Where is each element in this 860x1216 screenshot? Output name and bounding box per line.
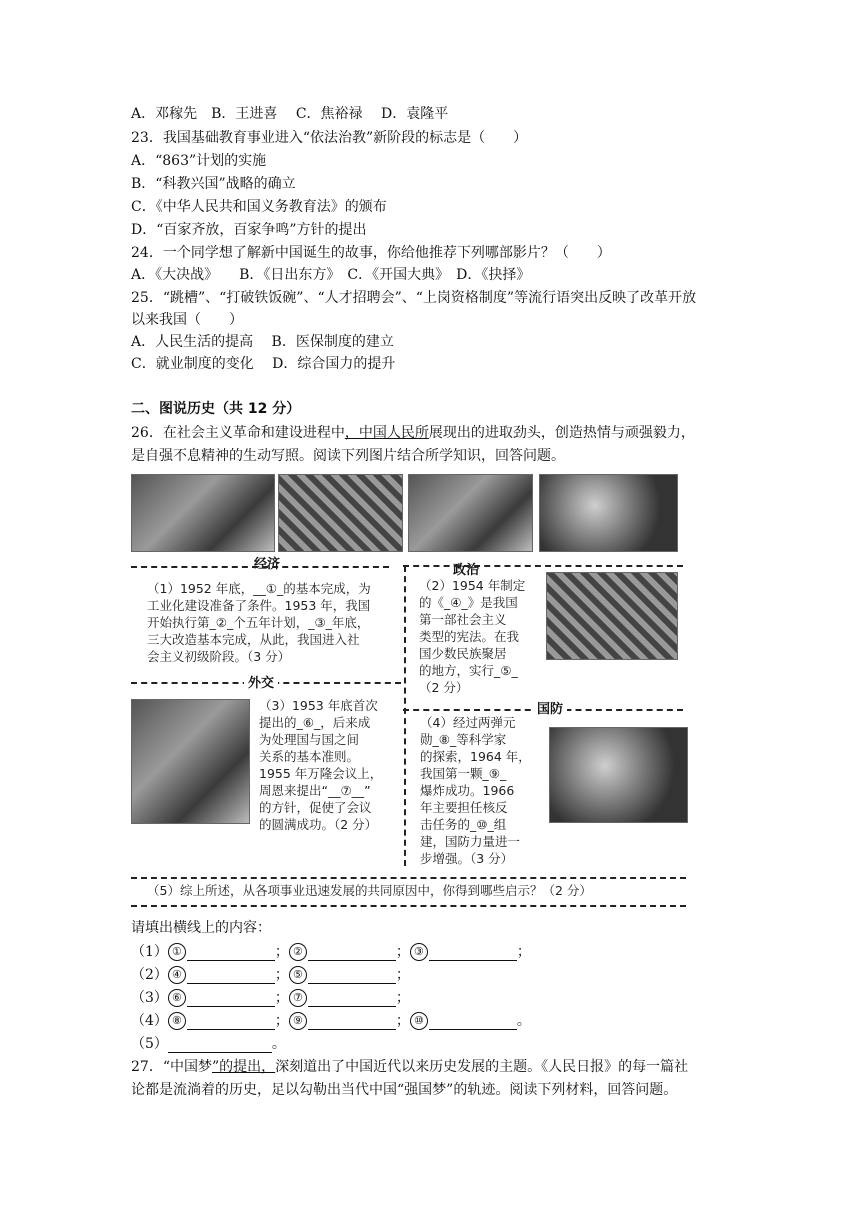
circled-number: ① — [168, 943, 186, 961]
circled-number: ⑨ — [289, 1012, 307, 1030]
diplomacy-line: 关系的基本准则。 — [259, 749, 360, 764]
defense-line: 击任务的_⑩_组 — [420, 817, 507, 832]
politics-line: 第一部社会主义 — [419, 612, 507, 627]
fill-row-3 — [131, 989, 410, 1007]
vertical-divider — [404, 566, 406, 866]
row-label: （2） — [131, 967, 168, 983]
circled-number: ③ — [410, 943, 428, 961]
row-label: （1） — [131, 944, 168, 960]
photo-scientist-portrait — [549, 727, 688, 823]
circled-number: ⑤ — [289, 966, 307, 984]
q27-stem-pre: 27．“中国梦 — [131, 1059, 212, 1075]
q26-stem-underlined: ，中国人民所 — [344, 425, 429, 441]
diplomacy-line: 周恩来提出“__⑦__” — [259, 783, 371, 798]
photo-zhou-enlai-speech — [131, 699, 250, 824]
photo-crowd — [278, 474, 403, 552]
circled-number: ⑧ — [168, 1012, 186, 1030]
politics-line: 类型的宪法。在我 — [419, 629, 520, 644]
photo-worker — [408, 474, 533, 552]
row-label: （3） — [131, 990, 168, 1006]
answer-blank-5[interactable] — [308, 969, 396, 984]
divider-summary-top — [131, 877, 686, 879]
answer-blank-4[interactable] — [187, 969, 275, 984]
divider-summary-bottom — [131, 905, 686, 907]
circled-number: ⑦ — [289, 989, 307, 1007]
defense-line: 我国第一颗_⑨_ — [420, 766, 507, 781]
q25-options-line1: A．人民生活的提高 B．医保制度的建立 — [131, 334, 394, 350]
answer-blank-1[interactable] — [187, 946, 275, 961]
answer-blank-7[interactable] — [308, 992, 396, 1007]
circled-number: ⑥ — [168, 989, 186, 1007]
fill-row-4 — [131, 1012, 531, 1030]
answer-blank-11[interactable] — [168, 1038, 272, 1053]
defense-heading: 国防 — [533, 698, 567, 717]
circled-number: ⑩ — [410, 1012, 428, 1030]
politics-line: （2 分） — [419, 680, 469, 695]
row-label: （4） — [131, 1013, 168, 1029]
answer-blank-10[interactable] — [429, 1015, 517, 1030]
separator: ； — [274, 944, 289, 960]
photo-congress-hall — [546, 572, 678, 660]
defense-line: 建，国防力量进一 — [420, 834, 521, 849]
fill-intro: 请填出横线上的内容： — [131, 920, 271, 936]
summary-question: （5）综上所述，从各项事业迅速发展的共同原因中，你得到哪些启示？（2 分） — [147, 883, 592, 898]
answer-blank-6[interactable] — [187, 992, 275, 1007]
q24-stem: 24．一个同学想了解新中国诞生的故事，你给他推荐下列哪部影片？（ ） — [131, 245, 611, 261]
q23-option-c: C．《中华人民共和国义务教育法》的颁布 — [131, 199, 387, 215]
photo-building — [539, 474, 678, 552]
diplomacy-line: 提出的_⑥_，后来成 — [259, 715, 371, 730]
q26-stem-line2: 是自强不息精神的生动写照。阅读下列图片结合所学知识，回答问题。 — [131, 448, 565, 464]
defense-line: 的探索，1964 年， — [420, 749, 531, 764]
q25-stem-line1: 25．“跳槽”、“打破铁饭碗”、“人才招聘会”、“上岗资格制度”等流行语突出反映了改革开放 — [131, 290, 697, 306]
divider-economy — [131, 566, 389, 568]
economy-line: 会主义初级阶段。（3 分） — [147, 649, 291, 664]
period: 。 — [516, 1013, 531, 1029]
defense-line: （4）经过两弹元 — [420, 715, 516, 730]
q26-stem-line1 — [131, 424, 695, 442]
economy-line: 三大改造基本完成，从此，我国进入社 — [147, 632, 360, 647]
answer-blank-3[interactable] — [429, 946, 517, 961]
economy-line: 开始执行第_②_个五年计划，_③_年底， — [147, 615, 370, 630]
economy-heading: 经济 — [254, 557, 281, 572]
separator: ； — [395, 990, 410, 1006]
economy-line: （1）1952 年底，__①_的基本完成，为 — [147, 581, 371, 596]
q24-options: A．《大决战》 B．《日出东方》 C．《开国大典》 D．《抉择》 — [131, 267, 531, 283]
separator: ； — [274, 990, 289, 1006]
economy-line: 工业化建设准备了条件。1953 年，我国 — [147, 598, 371, 613]
q27-stem-post: 深刻道出了中国近代以来历史发展的主题。《人民日报》的每一篇社 — [275, 1059, 689, 1075]
q27-stem-line2: 论都是流淌着的历史，足以勾勒出当代中国“强国梦”的轨迹。阅读下列材料，回答问题。 — [131, 1082, 678, 1098]
answer-blank-2[interactable] — [308, 946, 396, 961]
answer-blank-8[interactable] — [187, 1015, 275, 1030]
separator: ； — [395, 1013, 410, 1029]
q27-stem-underlined: ”的提出， — [211, 1059, 276, 1075]
q26-stem-post: 展现出的进取劲头，创造热情与顽强毅力， — [428, 425, 695, 441]
politics-line: 的地方，实行_⑤_ — [419, 663, 518, 678]
defense-line: 年主要担任核反 — [420, 800, 508, 815]
diplomacy-line: （3）1953 年底首次 — [259, 698, 378, 713]
politics-line: 国少数民族聚居 — [419, 646, 507, 661]
defense-line: 勋_⑧_等科学家 — [420, 732, 507, 747]
defense-line: 爆炸成功。1966 — [420, 783, 515, 798]
separator: ； — [274, 967, 289, 983]
section-2-title: 二、图说历史（共 12 分） — [131, 401, 301, 417]
q23-option-d: D．“百家齐放，百家争鸣”方针的提出 — [131, 222, 367, 238]
diplomacy-line: 为处理国与国之间 — [259, 732, 360, 747]
photo-land-reform — [131, 474, 275, 552]
answer-blank-9[interactable] — [308, 1015, 396, 1030]
q22-options: A．邓稼先 B．王进喜 C．焦裕禄 D．袁隆平 — [131, 106, 449, 122]
diplomacy-heading: 外交 — [244, 672, 278, 691]
separator: ； — [395, 944, 410, 960]
q23-option-b: B．“科教兴国”战略的确立 — [131, 176, 296, 192]
divider-politics — [403, 565, 683, 567]
circled-number: ④ — [168, 966, 186, 984]
row-label: （5） — [131, 1036, 168, 1052]
period: 。 — [271, 1036, 286, 1052]
diplomacy-line: 1955 年万隆会议上， — [259, 766, 383, 781]
diplomacy-line: 的圆满成功。（2 分） — [259, 817, 378, 832]
defense-line: 步增强。（3 分） — [420, 851, 514, 866]
q26-stem-pre: 26．在社会主义革命和建设进程中 — [131, 425, 345, 441]
fill-row-2 — [131, 966, 410, 984]
politics-line: （2）1954 年制定 — [419, 578, 526, 593]
q23-stem: 23．我国基础教育事业进入“依法治教”新阶段的标志是（ ） — [131, 130, 528, 146]
politics-heading: 政治 — [453, 563, 480, 578]
q27-stem-line1 — [131, 1058, 688, 1076]
separator: ； — [395, 967, 410, 983]
fill-row-1 — [131, 943, 531, 961]
circled-number: ② — [289, 943, 307, 961]
q23-option-a: A．“863”计划的实施 — [131, 153, 267, 169]
q25-options-line2: C．就业制度的变化 D．综合国力的提升 — [131, 356, 396, 372]
fill-row-5 — [131, 1035, 286, 1053]
politics-line: 的《_④_》是我国 — [419, 595, 518, 610]
diplomacy-line: 的方针，促使了会议 — [259, 800, 372, 815]
separator: ； — [516, 944, 531, 960]
separator: ； — [274, 1013, 289, 1029]
q25-stem-line2: 以来我国（ ） — [131, 312, 243, 328]
